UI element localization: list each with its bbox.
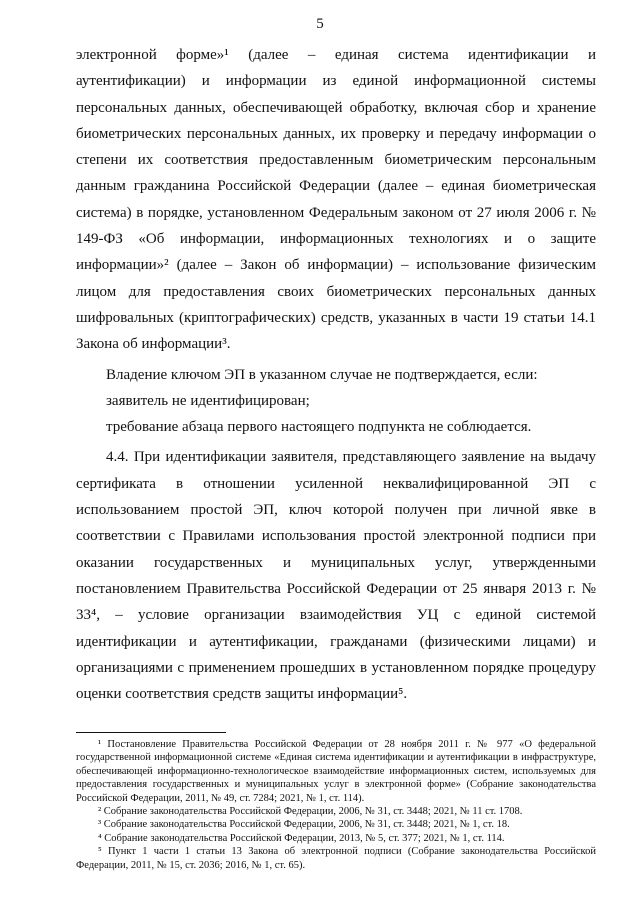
paragraph-continuation: электронной форме»¹ (далее – единая система идентификации и аутентификации) и информации из единой информационной системы персональных данных, обеспечивающей обработку, включая сбор и хранение биометрических персональных данных, их проверку и передачу информации о степени их соответствия предоставленным биометрическим персональным данным гражданина Российской Федерации (далее – единая биометрическая система) в порядке, установленном Федеральным законом от 27 июля 2006 г. № 149-ФЗ «Об информации, информационных технологиях и о защите информации»² (далее – Закон об информации) – использование физическим лицом для предоставления своих биометрических персональных данных шифровальных (криптографических) средств, указанных в части 19 статьи 14.1 Закона об информации³. (76, 47, 596, 353)
footnote-1: ¹ Постановление Правительства Российской Федерации от 28 ноября 2011 г. № 977 «О федеральной государственной информационной системе «Единая система идентификации и аутентификации в инфраструктуре, обеспечивающей информационно-технологическое взаимодействие информационных систем, используемых для предоставления государственных и муниципальных услуг в электронной форме» (Собрание законодательства Российской Федерации, 2011, № 49, ст. 7284; 2021, № 1, ст. 114). (76, 739, 596, 804)
footnote-5: ⁵ Пункт 1 части 1 статьи 13 Закона об электронной подписи (Собрание законодательства Российской Федерации, 2011, № 15, ст. 2036; 2016, № 1, ст. 65). (76, 846, 596, 871)
footnote-3: ³ Собрание законодательства Российской Федерации, 2006, № 31, ст. 3448; 2021, № 1, ст. 18. (98, 819, 510, 831)
footnotes (76, 738, 596, 872)
paragraph-requirement-not-met: требование абзаца первого настоящего подпункта не соблюдается. (106, 419, 532, 436)
page-number: 5 (316, 16, 324, 32)
footnote-separator (76, 732, 226, 733)
footnote-2: ² Собрание законодательства Российской Федерации, 2006, № 31, ст. 3448; 2021, № 11 ст. 1708. (98, 806, 523, 818)
footnote-4: ⁴ Собрание законодательства Российской Федерации, 2013, № 5, ст. 377; 2021, № 1, ст. 114. (98, 832, 505, 844)
main-text (76, 42, 596, 707)
paragraph-4-4: 4.4. При идентификации заявителя, представляющего заявление на выдачу сертификата в отношении усиленной неквалифицированной ЭП с использованием простой ЭП, ключ которой получен при личной явке в соответствии с Правилами использования простой электронной подписи при оказании государственных и муниципальных услуг, утвержденными постановлением Правительства Российской Федерации от 25 января 2013 г. № 33⁴, – условие организации взаимодействия УЦ с единой системой идентификации и аутентификации, гражданами (физическими лицами) и организациями с применением прошедших в установленном порядке процедуру оценки соответствия средств защиты информации⁵. (76, 449, 596, 703)
paragraph-not-identified: заявитель не идентифицирован; (106, 392, 310, 409)
paragraph-key-ownership: Владение ключом ЭП в указанном случае не подтверждается, если: (106, 366, 538, 383)
